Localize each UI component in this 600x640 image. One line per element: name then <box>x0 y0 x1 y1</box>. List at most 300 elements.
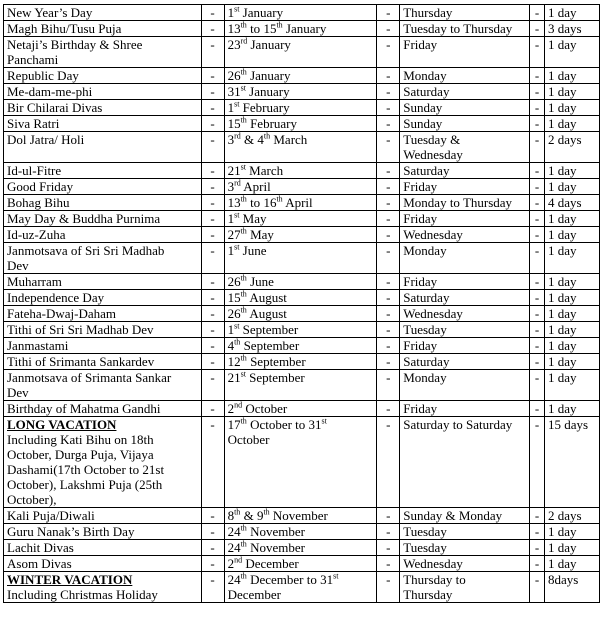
ordinal-suffix: th <box>240 226 247 236</box>
weekday-line: Monday <box>403 243 447 258</box>
ordinal-suffix: st <box>240 83 246 93</box>
date-text <box>228 179 374 194</box>
date-text <box>228 417 374 447</box>
table-row <box>4 417 600 508</box>
separator: - <box>530 540 545 556</box>
occasion-line: Janmotsava of Srimanta Sankar <box>7 370 172 385</box>
date-part: 17 <box>227 417 241 432</box>
weekday-line: Monday <box>403 370 447 385</box>
ordinal-suffix: th <box>240 20 247 30</box>
date-cell <box>224 116 377 132</box>
date-part: November <box>246 540 305 555</box>
separator: - <box>201 322 224 338</box>
date-cell <box>224 100 377 116</box>
separator: - <box>377 163 400 179</box>
ordinal-suffix: th <box>240 571 247 581</box>
date-text <box>228 290 374 305</box>
separator: - <box>201 37 224 68</box>
ordinal-suffix: th <box>240 194 247 204</box>
ordinal-suffix: rd <box>234 178 241 188</box>
separator: - <box>201 243 224 274</box>
ordinal-suffix: th <box>263 131 271 141</box>
date-part: February <box>239 100 290 115</box>
occasion-cell <box>4 572 202 603</box>
date-text <box>228 524 374 539</box>
weekday-line: Saturday <box>403 290 450 305</box>
separator: - <box>377 179 400 195</box>
table-row <box>4 322 600 338</box>
date-text <box>228 116 374 131</box>
holiday-table <box>3 4 600 603</box>
separator: - <box>530 5 545 21</box>
weekday-line: Monday <box>403 68 447 83</box>
occasion-cell <box>4 524 202 540</box>
weekday-cell <box>400 524 530 540</box>
occasion-line: Dashami(17th October to 21st <box>7 462 165 477</box>
occasion-cell <box>4 306 202 322</box>
ordinal-suffix: th <box>240 289 247 299</box>
occasion-cell <box>4 243 202 274</box>
ordinal-suffix: st <box>240 162 246 172</box>
separator: - <box>377 116 400 132</box>
day-count-cell: 1 day <box>545 306 600 322</box>
weekday-cell <box>400 243 530 274</box>
date-text <box>228 401 374 416</box>
occasion-line: Including Christmas Holiday <box>7 587 158 602</box>
day-count-cell: 1 day <box>545 354 600 370</box>
date-part: 21 <box>227 163 241 178</box>
separator: - <box>201 227 224 243</box>
occasion-line: Dev <box>7 385 29 400</box>
ordinal-suffix: th <box>234 507 241 517</box>
date-part: 31 <box>227 84 241 99</box>
ordinal-suffix: st <box>240 369 246 379</box>
occasion-cell <box>4 540 202 556</box>
weekday-line: Friday <box>403 338 438 353</box>
date-part: 1 <box>227 100 235 115</box>
occasion-cell <box>4 195 202 211</box>
separator: - <box>530 290 545 306</box>
occasion-line: Independence Day <box>7 290 105 305</box>
separator: - <box>530 370 545 401</box>
occasion-cell <box>4 508 202 524</box>
date-cell <box>224 290 377 306</box>
date-cell <box>224 524 377 540</box>
vacation-title: LONG VACATION <box>7 417 117 432</box>
date-cell <box>224 274 377 290</box>
table-row <box>4 556 600 572</box>
separator: - <box>201 354 224 370</box>
date-cell <box>224 227 377 243</box>
separator: - <box>377 556 400 572</box>
occasion-line: Kali Puja/Diwali <box>7 508 95 523</box>
date-part: 1 <box>227 5 235 20</box>
separator: - <box>201 5 224 21</box>
day-count-cell: 1 day <box>545 274 600 290</box>
weekday-line: Tuesday <box>403 524 447 539</box>
date-part: 26 <box>227 274 241 289</box>
separator: - <box>201 572 224 603</box>
occasion-line: New Year’s Day <box>7 5 93 20</box>
weekday-line: Wednesday <box>403 147 463 162</box>
ordinal-suffix: st <box>234 210 240 220</box>
weekday-cell <box>400 195 530 211</box>
table-row <box>4 179 600 195</box>
date-part: 23 <box>227 37 241 52</box>
date-part: to <box>246 195 264 210</box>
separator: - <box>201 211 224 227</box>
date-part: April <box>282 195 313 210</box>
date-part: 4 <box>257 132 264 147</box>
date-cell <box>224 84 377 100</box>
occasion-line: Muharram <box>7 274 62 289</box>
weekday-cell <box>400 274 530 290</box>
table-row <box>4 68 600 84</box>
occasion-line: Fateha-Dwaj-Daham <box>7 306 117 321</box>
occasion-line: October), <box>7 492 57 507</box>
separator: - <box>377 401 400 417</box>
occasion-cell <box>4 5 202 21</box>
separator: - <box>530 116 545 132</box>
day-count-cell: 1 day <box>545 179 600 195</box>
occasion-line: Asom Divas <box>7 556 72 571</box>
separator: - <box>377 84 400 100</box>
table-row <box>4 100 600 116</box>
date-part: 26 <box>227 306 241 321</box>
occasion-line: Siva Ratri <box>7 116 60 131</box>
separator: - <box>530 508 545 524</box>
weekday-line: Wednesday <box>403 227 463 242</box>
date-cell <box>224 370 377 401</box>
separator: - <box>377 21 400 37</box>
occasion-cell <box>4 401 202 417</box>
date-cell <box>224 338 377 354</box>
weekday-line: Friday <box>403 179 438 194</box>
separator: - <box>530 211 545 227</box>
weekday-line: Tuesday & <box>403 132 461 147</box>
weekday-line: Wednesday <box>403 556 463 571</box>
holiday-rows <box>4 5 600 603</box>
occasion-cell <box>4 354 202 370</box>
weekday-cell <box>400 401 530 417</box>
separator: - <box>377 508 400 524</box>
date-cell <box>224 132 377 163</box>
separator: - <box>530 243 545 274</box>
occasion-line: Me-dam-me-phi <box>7 84 93 99</box>
separator: - <box>530 21 545 37</box>
weekday-cell <box>400 116 530 132</box>
day-count-cell: 3 days <box>545 21 600 37</box>
date-part: August <box>246 290 287 305</box>
separator: - <box>530 572 545 603</box>
date-part: 4 <box>227 338 235 353</box>
occasion-line: Netaji’s Birthday & Shree <box>7 37 143 52</box>
date-cell <box>224 508 377 524</box>
day-count-cell: 4 days <box>545 195 600 211</box>
separator: - <box>377 100 400 116</box>
date-text <box>228 572 374 602</box>
day-count-cell: 1 day <box>545 243 600 274</box>
date-part: 13 <box>227 195 241 210</box>
date-cell <box>224 354 377 370</box>
separator: - <box>530 132 545 163</box>
date-part: 12 <box>227 354 241 369</box>
weekday-cell <box>400 179 530 195</box>
date-text <box>228 100 374 115</box>
separator: - <box>530 163 545 179</box>
date-part: December to 31 <box>246 572 334 587</box>
separator: - <box>530 556 545 572</box>
separator: - <box>201 508 224 524</box>
table-row <box>4 227 600 243</box>
date-text <box>228 84 374 99</box>
occasion-cell <box>4 116 202 132</box>
date-cell <box>224 306 377 322</box>
occasion-cell <box>4 227 202 243</box>
date-part: October <box>242 401 288 416</box>
ordinal-suffix: rd <box>240 36 248 46</box>
weekday-cell <box>400 211 530 227</box>
separator: - <box>201 274 224 290</box>
ordinal-suffix: th <box>263 507 270 517</box>
ordinal-suffix: th <box>240 539 247 549</box>
weekday-cell <box>400 540 530 556</box>
separator: - <box>377 68 400 84</box>
date-part: January <box>247 37 291 52</box>
weekday-cell <box>400 21 530 37</box>
date-part: September <box>246 354 306 369</box>
date-cell <box>224 322 377 338</box>
occasion-cell <box>4 179 202 195</box>
weekday-line: Saturday <box>403 354 450 369</box>
date-part: June <box>246 274 274 289</box>
date-text <box>228 163 374 178</box>
ordinal-suffix: th <box>240 67 247 77</box>
date-part: 24 <box>227 524 241 539</box>
occasion-line: Dev <box>7 258 29 273</box>
separator: - <box>377 524 400 540</box>
ordinal-suffix: th <box>240 305 247 315</box>
date-part: January <box>239 5 284 20</box>
day-count-cell: 1 day <box>545 37 600 68</box>
date-part: September <box>239 322 299 337</box>
occasion-cell <box>4 338 202 354</box>
occasion-line: Republic Day <box>7 68 79 83</box>
occasion-cell <box>4 274 202 290</box>
occasion-line: Janmastami <box>7 338 69 353</box>
separator: - <box>530 37 545 68</box>
ordinal-suffix: st <box>234 321 240 331</box>
separator: - <box>201 524 224 540</box>
date-part: October to 31 <box>246 417 322 432</box>
occasion-cell <box>4 290 202 306</box>
occasion-line: May Day & Buddha Purnima <box>7 211 161 226</box>
separator: - <box>201 163 224 179</box>
occasion-cell <box>4 84 202 100</box>
separator: - <box>201 68 224 84</box>
weekday-line: Monday to Thursday <box>403 195 513 210</box>
day-count-cell: 1 day <box>545 84 600 100</box>
occasion-line: Including Kati Bihu on 18th <box>7 432 154 447</box>
weekday-line: Saturday <box>403 163 450 178</box>
occasion-cell <box>4 100 202 116</box>
table-row <box>4 401 600 417</box>
date-text <box>228 306 374 321</box>
table-row <box>4 37 600 68</box>
table-row <box>4 163 600 179</box>
table-row <box>4 290 600 306</box>
occasion-cell <box>4 417 202 508</box>
occasion-cell <box>4 211 202 227</box>
weekday-cell <box>400 306 530 322</box>
table-row <box>4 5 600 21</box>
date-part: 1 <box>227 322 235 337</box>
weekday-cell <box>400 572 530 603</box>
date-part: November <box>269 508 328 523</box>
occasion-line: Guru Nanak’s Birth Day <box>7 524 135 539</box>
date-part: 24 <box>227 572 241 587</box>
occasion-line: Magh Bihu/Tusu Puja <box>7 21 122 36</box>
occasion-cell <box>4 163 202 179</box>
occasion-cell <box>4 68 202 84</box>
occasion-cell <box>4 37 202 68</box>
date-part: January <box>245 84 290 99</box>
date-text <box>228 556 374 571</box>
day-count-cell: 1 day <box>545 68 600 84</box>
day-count-cell: 1 day <box>545 540 600 556</box>
table-row <box>4 524 600 540</box>
day-count-cell: 1 day <box>545 5 600 21</box>
date-part: 15 <box>227 290 241 305</box>
separator: - <box>530 84 545 100</box>
date-part: December <box>227 587 281 602</box>
table-row <box>4 508 600 524</box>
date-part: May <box>246 227 274 242</box>
weekday-cell <box>400 370 530 401</box>
day-count-cell: 8days <box>545 572 600 603</box>
separator: - <box>530 306 545 322</box>
date-cell <box>224 556 377 572</box>
weekday-line: Thursday to <box>403 572 466 587</box>
occasion-line: Good Friday <box>7 179 74 194</box>
date-cell <box>224 417 377 508</box>
weekday-line: Saturday to Saturday <box>403 417 513 432</box>
ordinal-suffix: st <box>234 99 240 109</box>
date-text <box>228 68 374 83</box>
date-text <box>228 322 374 337</box>
date-part: 1 <box>227 243 235 258</box>
date-part: & <box>240 508 257 523</box>
date-part: June <box>239 243 267 258</box>
separator: - <box>377 211 400 227</box>
date-part: 15 <box>227 116 241 131</box>
date-part: December <box>242 556 299 571</box>
date-text <box>228 195 374 210</box>
separator: - <box>377 572 400 603</box>
table-row <box>4 540 600 556</box>
day-count-cell: 1 day <box>545 116 600 132</box>
weekday-cell <box>400 338 530 354</box>
date-part: September <box>240 338 300 353</box>
weekday-line: Thursday <box>403 5 453 20</box>
date-cell <box>224 195 377 211</box>
occasion-line: Bohag Bihu <box>7 195 70 210</box>
weekday-cell <box>400 290 530 306</box>
weekday-cell <box>400 508 530 524</box>
occasion-line: Janmotsava of Sri Sri Madhab <box>7 243 165 258</box>
ordinal-suffix: th <box>276 20 283 30</box>
separator: - <box>201 401 224 417</box>
ordinal-suffix: th <box>240 115 247 125</box>
date-cell <box>224 211 377 227</box>
day-count-cell: 1 day <box>545 370 600 401</box>
weekday-cell <box>400 68 530 84</box>
separator: - <box>377 274 400 290</box>
date-cell <box>224 243 377 274</box>
date-cell <box>224 572 377 603</box>
occasion-cell <box>4 370 202 401</box>
separator: - <box>201 116 224 132</box>
occasion-cell <box>4 21 202 37</box>
separator: - <box>377 540 400 556</box>
date-part: 2 <box>227 556 235 571</box>
separator: - <box>201 195 224 211</box>
date-cell <box>224 179 377 195</box>
weekday-cell <box>400 132 530 163</box>
occasion-line: Id-ul-Fitre <box>7 163 62 178</box>
weekday-line: Saturday <box>403 84 450 99</box>
date-part: May <box>239 211 267 226</box>
date-text <box>228 354 374 369</box>
separator: - <box>201 100 224 116</box>
date-part: 1 <box>227 211 235 226</box>
table-row <box>4 84 600 100</box>
day-count-cell: 1 day <box>545 227 600 243</box>
weekday-cell <box>400 163 530 179</box>
date-cell <box>224 540 377 556</box>
separator: - <box>530 100 545 116</box>
table-row <box>4 211 600 227</box>
date-cell <box>224 401 377 417</box>
weekday-cell <box>400 417 530 508</box>
date-part: 21 <box>227 370 241 385</box>
day-count-cell: 1 day <box>545 556 600 572</box>
occasion-line: October), Lakshmi Puja (25th <box>7 477 163 492</box>
day-count-cell: 2 days <box>545 508 600 524</box>
occasion-line: Lachit Divas <box>7 540 74 555</box>
vacation-title: WINTER VACATION <box>7 572 133 587</box>
day-count-cell: 1 day <box>545 163 600 179</box>
separator: - <box>201 556 224 572</box>
ordinal-suffix: rd <box>234 131 241 141</box>
separator: - <box>530 274 545 290</box>
separator: - <box>201 84 224 100</box>
date-text <box>228 5 374 20</box>
date-part: to <box>246 21 264 36</box>
day-count-cell: 15 days <box>545 417 600 508</box>
ordinal-suffix: th <box>240 353 247 363</box>
table-row <box>4 195 600 211</box>
separator: - <box>377 290 400 306</box>
table-row <box>4 243 600 274</box>
weekday-line: Tuesday <box>403 540 447 555</box>
separator: - <box>530 68 545 84</box>
date-text <box>228 540 374 555</box>
separator: - <box>201 370 224 401</box>
day-count-cell: 1 day <box>545 401 600 417</box>
weekday-cell <box>400 322 530 338</box>
table-row <box>4 116 600 132</box>
